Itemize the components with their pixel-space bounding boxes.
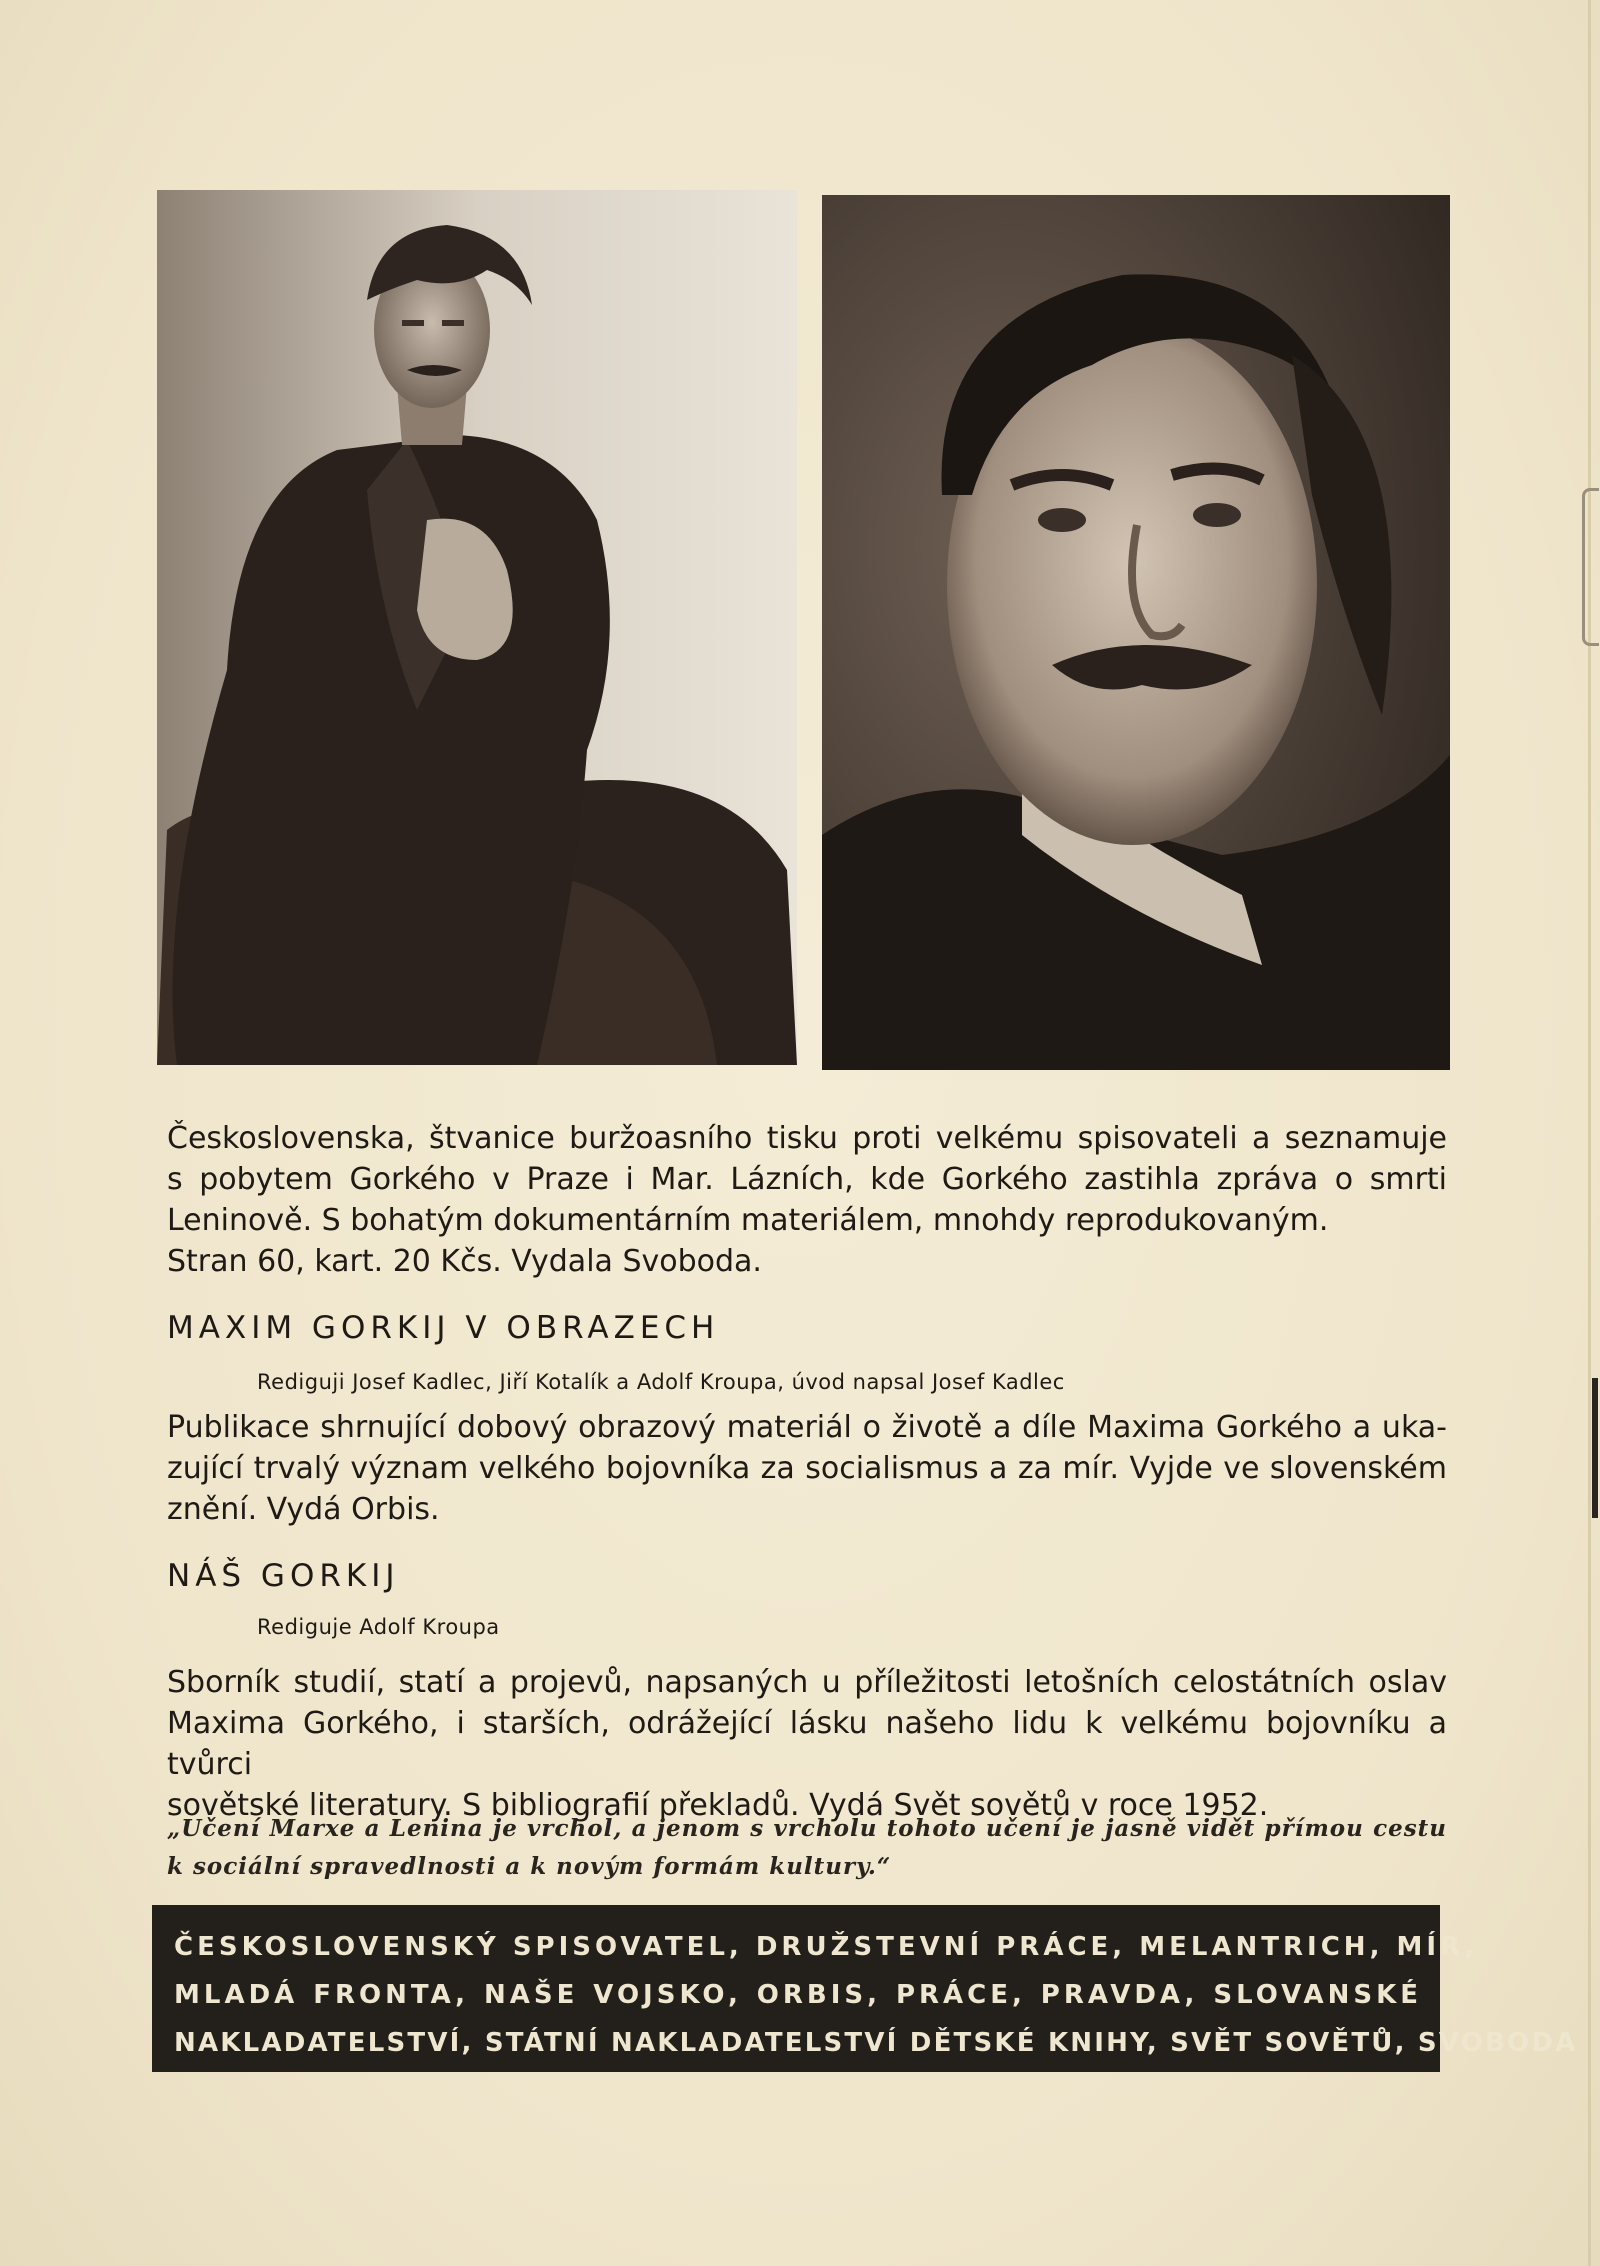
- publishers-line: NAKLADATELSTVÍ, STÁTNÍ NAKLADATELSTVÍ DĚTSKÉ KNIHY, SVĚT SOVĚTŮ, SVOBODA: [174, 2028, 1578, 2058]
- portrait-photo-closeup: [822, 195, 1450, 1070]
- description-line: Maxima Gorkého, i starších, odrážející lásku našeho lidu k velkému bojovníku a tvůrci: [167, 1706, 1447, 1782]
- publishers-line: ČESKOSLOVENSKÝ SPISOVATEL, DRUŽSTEVNÍ PRÁCE, MELANTRICH, MÍR,: [174, 1932, 1479, 1962]
- publishers-line: MLADÁ FRONTA, NAŠE VOJSKO, ORBIS, PRÁCE, PRAVDA, SLOVANSKÉ: [174, 1980, 1422, 2010]
- description-line: sovětské literatury. S bibliografií překladů. Vydá Svět sovětů v roce 1952.: [167, 1788, 1269, 1823]
- book-title: MAXIM GORKIJ V OBRAZECH: [167, 1310, 720, 1346]
- description-line: znění. Vydá Orbis.: [167, 1492, 440, 1527]
- publishers-banner: [152, 1905, 1578, 2072]
- intro-line: s pobytem Gorkého v Praze i Mar. Lázních, kde Gorkého zastihla zpráva o smrti: [167, 1162, 1447, 1197]
- quote-line: k sociální spravedlnosti a k novým formám kultury.“: [167, 1853, 892, 1880]
- intro-line: Stran 60, kart. 20 Kčs. Vydala Svoboda.: [167, 1244, 762, 1279]
- description-line: zující trvalý význam velkého bojovníka za socialismus a za mír. Vyjde ve slovenském: [167, 1451, 1447, 1486]
- intro-line: Leninově. S bohatým dokumentárním materiálem, mnohdy reprodukovaným.: [167, 1203, 1329, 1238]
- description-line: Publikace shrnující dobový obrazový materiál o životě a díle Maxima Gorkého a uka-: [167, 1410, 1447, 1445]
- binding-mark: [1592, 1378, 1598, 1518]
- book-description: [167, 1662, 1447, 1826]
- book-description: [167, 1407, 1447, 1530]
- staple-mark: [1582, 488, 1599, 646]
- quote: [167, 1810, 1447, 1886]
- book-credit: Rediguje Adolf Kroupa: [257, 1615, 500, 1639]
- book-credit: Rediguji Josef Kadlec, Jiří Kotalík a Adolf Kroupa, úvod napsal Josef Kadlec: [257, 1370, 1065, 1394]
- intro-line: Československa, štvanice buržoasního tisku proti velkému spisovateli a seznamuje: [167, 1121, 1447, 1156]
- book-title: NÁŠ GORKIJ: [167, 1558, 400, 1594]
- page-edge: [1588, 0, 1591, 2266]
- description-line: Sborník studií, statí a projevů, napsaných u příležitosti letošních celostátních oslav: [167, 1665, 1447, 1700]
- intro-paragraph: [167, 1118, 1447, 1282]
- portrait-photo-seated: [157, 190, 797, 1065]
- quote-line: „Učení Marxe a Lenina je vrchol, a jenom s vrcholu tohoto učení je jasně vidět přímou cestu: [167, 1815, 1447, 1842]
